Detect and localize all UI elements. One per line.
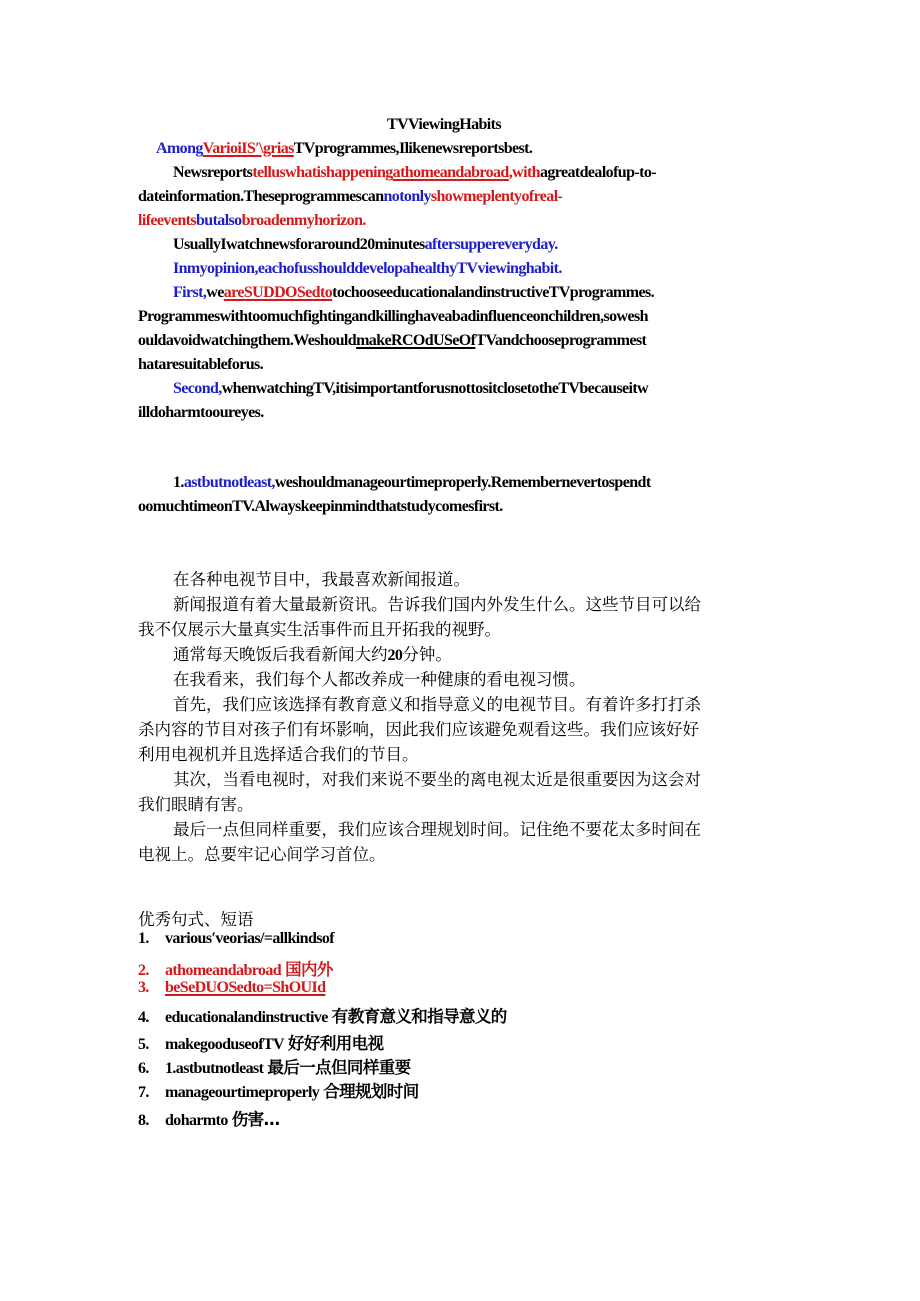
english-line-2 <box>173 164 656 182</box>
plain-text: whenwatchingTV,itisimportantforusnottositclosetotheTVbecauseitw <box>221 380 649 397</box>
phrase-item <box>138 930 334 948</box>
phrase-chinese: 最后一点但同样重要 <box>267 1058 411 1077</box>
underlined-error-text: VarioiIS′\grias <box>202 140 294 157</box>
phrase-item <box>138 1030 383 1054</box>
phrase-item <box>138 1078 419 1102</box>
highlight-text: lifeevents <box>138 212 196 229</box>
english-line-11 <box>173 380 648 398</box>
phrase-number: 1. <box>138 930 149 947</box>
chinese-text: 通常每天晚饭后我看新闻大约 <box>173 645 388 664</box>
plain-text: 1. <box>173 474 184 491</box>
phrase-chinese: 合理规划时间 <box>323 1082 419 1101</box>
english-line-10 <box>138 356 263 374</box>
plain-text: TVandchooseprogrammest <box>475 332 647 349</box>
chinese-line-10: 我们眼睛有害。 <box>138 795 254 814</box>
phrase-chinese: 好好利用电视 <box>288 1034 384 1053</box>
highlight-text: showmeplentyofreal- <box>430 188 563 205</box>
phrase-number: 5. <box>138 1036 149 1053</box>
underlined-error-text: makeRCOdUSeOf <box>356 332 476 349</box>
highlight-text: notonly <box>383 188 431 205</box>
english-line-6 <box>173 260 562 278</box>
phrase-item <box>138 1054 411 1078</box>
highlight-text: whatishappening <box>285 164 393 181</box>
english-line-13 <box>173 474 651 492</box>
highlight-text: tellus <box>252 164 286 181</box>
phrase-chinese: 有教育意义和指导意义的 <box>331 1007 507 1026</box>
phrases-heading: 优秀句式、短语 <box>138 910 254 929</box>
phrase-number: 6. <box>138 1060 149 1077</box>
phrase-number: 4. <box>138 1009 149 1026</box>
number-text: 20 <box>387 647 403 664</box>
phrase-number: 2. <box>138 962 149 979</box>
plain-text: we <box>206 284 224 301</box>
underlined-error-text: areSUDDOSedto <box>223 284 333 301</box>
phrase-chinese: 国内外 <box>285 960 333 979</box>
document-title: TVViewingHabits <box>387 116 501 133</box>
plain-text: weshouldmanageourtimeproperly.Remembernevertospendt <box>274 474 651 491</box>
plain-text: ouldavoidwatchingthem.Weshould <box>138 332 357 349</box>
highlight-text: Among <box>156 140 203 157</box>
plain-text: illdoharmtooureyes. <box>138 404 264 421</box>
chinese-line-11: 最后一点但同样重要，我们应该合理规划时间。记住绝不要花太多时间在 <box>173 820 701 839</box>
highlight-text: butalso <box>195 212 242 229</box>
highlight-text: ,with <box>508 164 540 181</box>
english-line-12 <box>138 404 264 422</box>
chinese-line-8: 利用电视机并且选择适合我们的节目。 <box>138 745 419 764</box>
chinese-line-9: 其次，当看电视时，对我们来说不要坐的离电视太近是很重要因为这会对 <box>173 770 701 789</box>
phrase-item <box>138 956 333 980</box>
phrase-english: 1.astbutnotleast <box>165 1060 264 1077</box>
english-line-14 <box>138 498 503 516</box>
plain-text: dateinformation.Theseprogrammescan <box>138 188 384 205</box>
phrase-english: educationalandinstructive <box>165 1009 328 1026</box>
phrase-number: 8. <box>138 1112 149 1129</box>
phrase-english: beSeDUOSedto=ShOUId <box>165 979 326 996</box>
highlight-text: Second, <box>173 380 222 397</box>
phrase-item <box>138 979 325 997</box>
chinese-text: 分钟。 <box>402 645 452 664</box>
chinese-line-12: 电视上。总要牢记心间学习首位。 <box>138 845 386 864</box>
highlight-text: broadenmyhorizon. <box>241 212 366 229</box>
phrase-english: various′veorias/=allkindsof <box>165 930 334 947</box>
plain-text: Programmeswithtoomuchfightingandkillinghaveabadinfluenceonchildren,sowesh <box>138 308 648 325</box>
phrase-number: 3. <box>138 979 149 996</box>
english-line-1 <box>156 140 532 158</box>
phrase-item <box>138 1106 279 1130</box>
phrase-number: 7. <box>138 1084 149 1101</box>
plain-text: oomuchtimeonTV.Alwayskeepinmindthatstudycomesfirst. <box>138 498 503 515</box>
phrase-english: doharmto <box>165 1112 228 1129</box>
chinese-line-7: 杀内容的节目对孩子们有坏影响，因此我们应该避免观看这些。我们应该好好 <box>138 720 699 739</box>
underlined-phrase: athomeandabroad <box>392 164 509 181</box>
highlight-text: Inmyopinion,eachofusshoulddevelopahealthyTVviewinghabit. <box>173 260 562 277</box>
english-line-8 <box>138 308 648 326</box>
phrase-english: athomeandabroad <box>165 962 282 979</box>
plain-text: Newsreports <box>173 164 253 181</box>
english-line-9 <box>138 332 646 350</box>
english-line-3 <box>138 188 562 206</box>
highlight-text: First, <box>173 284 207 301</box>
phrase-english: manageourtimeproperly <box>165 1084 320 1101</box>
chinese-line-6: 首先，我们应该选择有教育意义和指导意义的电视节目。有着许多打打杀 <box>173 695 701 714</box>
plain-text: TVprogrammes,Ilikenewsreportsbest. <box>293 140 533 157</box>
highlight-text: aftersuppereveryday. <box>424 236 558 253</box>
chinese-line-2: 新闻报道有着大量最新资讯。告诉我们国内外发生什么。这些节目可以给 <box>173 595 701 614</box>
phrase-english: makegooduseofTV <box>165 1036 285 1053</box>
english-line-4 <box>138 212 366 230</box>
english-line-5 <box>173 236 558 254</box>
plain-text: agreatdealofup-to- <box>539 164 656 181</box>
chinese-line-1: 在各种电视节目中，我最喜欢新闻报道。 <box>173 570 470 589</box>
chinese-line-4 <box>173 641 452 665</box>
chinese-line-3: 我不仅展示大量真实生活事件而且开拓我的视野。 <box>138 620 501 639</box>
plain-text: UsuallyIwatchnewsforaround20minutes <box>173 236 425 253</box>
plain-text: tochooseeducationalandinstructiveTVprogrammes. <box>332 284 654 301</box>
chinese-line-5: 在我看来，我们每个人都改养成一种健康的看电视习惯。 <box>173 670 586 689</box>
phrase-item <box>138 1003 507 1027</box>
english-line-7 <box>173 284 654 302</box>
plain-text: hataresuitableforus. <box>138 356 264 373</box>
phrase-chinese: 伤害… <box>231 1110 280 1129</box>
highlight-text: astbutnotleast, <box>183 474 275 491</box>
